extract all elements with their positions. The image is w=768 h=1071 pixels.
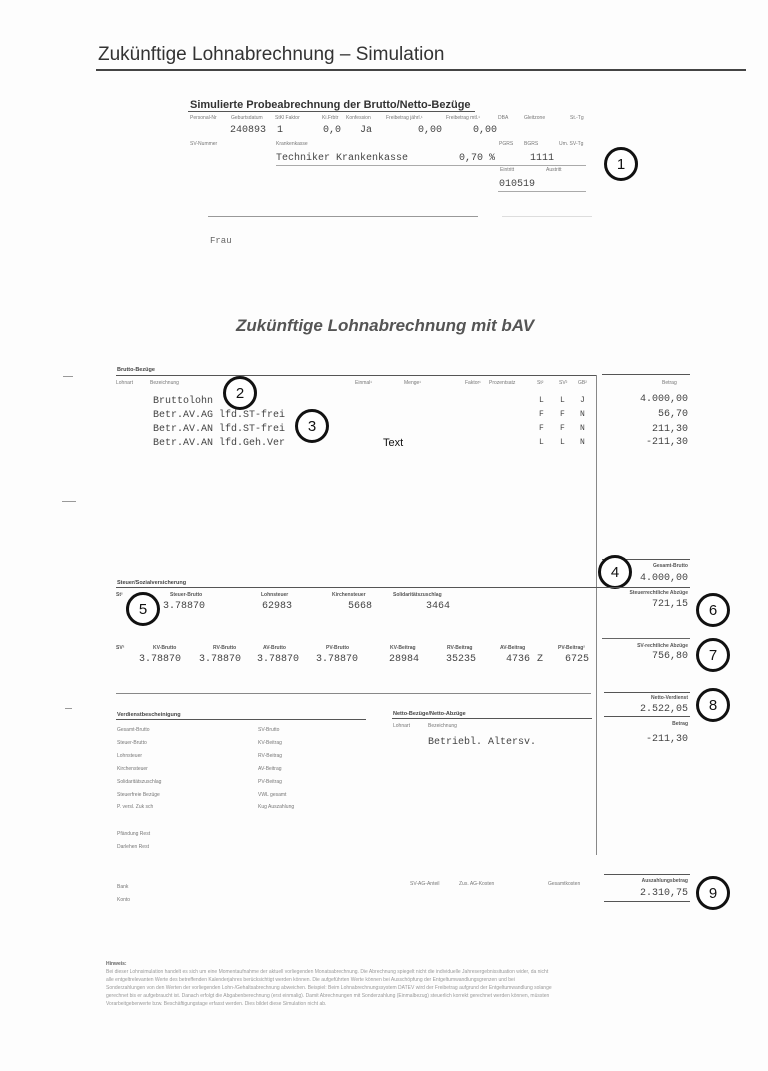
hinweis-line: alle entgeltrelevanten Werte des betreffenden Kalenderjahres berücksichtigt werden können. Die aufgeführten Werte können bei Ausschöpfung der Entgeltumwandlungsgrenzen und bei: [106, 977, 515, 983]
col-pv-beitrag: PV-Beitrag²: [558, 645, 585, 651]
label-pgrs: PGRS: [499, 141, 514, 147]
label-ki-frbtr: Ki.Frbtr: [322, 115, 339, 121]
verdienst-item: Kug Auszahlung: [258, 804, 295, 810]
label-austritt: Austritt: [546, 167, 562, 173]
value-rv-beitrag: 35235: [446, 654, 477, 665]
netto-col-lohnart: Lohnart: [393, 723, 410, 729]
value-zusatzbeitrag: 0,70 %: [459, 153, 496, 164]
value-eintritt: 010519: [499, 179, 536, 190]
value-kv-beitrag: 28984: [389, 654, 420, 665]
brutto-row-sv: L: [560, 438, 565, 447]
salutation: Frau: [210, 236, 232, 246]
margin-tick: [62, 501, 76, 502]
address-rule-right: [502, 216, 592, 217]
label-gleitzone: Gleitzone: [524, 115, 546, 121]
brutto-row-betrag: -211,30: [645, 437, 688, 448]
verdienst-item: Pfändung Rest: [117, 831, 151, 837]
zus-ag-kosten-label: Zus. AG-Kosten: [459, 881, 495, 887]
sv-rule: [602, 638, 690, 639]
verdienst-item: Solidaritätszuschlag: [117, 779, 162, 785]
annotation-8: 8: [696, 688, 730, 722]
auszahlungsbetrag-label: Auszahlungsbetrag: [641, 878, 688, 884]
brutto-row-sv: F: [560, 410, 565, 419]
steuer-sozial-title: Steuer/Sozialversicherung: [117, 580, 187, 586]
hinweis-line: gerechnet bis er aufgebraucht ist. Danach erfolgt die Abgabenberechnung (erst einmalig). Damit Abrechnungen mit Sonderzahlung (Einmalbezug) steuerlich korrekt gerechnet werden können, müssten: [106, 993, 550, 999]
col-av-beitrag: AV-Beitrag: [500, 645, 526, 651]
value-pv-beitrag: 6725: [565, 654, 590, 665]
value-bgrs: 1111: [530, 153, 555, 164]
betrag-rule: [602, 374, 690, 375]
annotation-7: 7: [696, 638, 730, 672]
steuerrechtliche-abzuege-label: Steuerrechtliche Abzüge: [629, 590, 688, 596]
margin-tick: [63, 376, 73, 377]
label-dba: DBA: [498, 115, 509, 121]
brutto-row-st: F: [539, 410, 544, 419]
gesamt-brutto-label: Gesamt-Brutto: [652, 563, 688, 569]
value-konfession: Ja: [360, 125, 373, 136]
brutto-row-sv: L: [560, 396, 565, 405]
value-freibetrag-mtl: 0,00: [473, 125, 498, 136]
verdienst-item: Steuer-Brutto: [117, 740, 147, 746]
col-lohnart: Lohnart: [116, 380, 133, 386]
verdienst-item: Darlehen Rest: [117, 844, 149, 850]
hinweis-block: [106, 960, 716, 1008]
col-lohnsteuer: Lohnsteuer: [261, 592, 289, 598]
header-block-title: Simulierte Probeabrechnung der Brutto/Netto-Bezüge: [190, 99, 471, 111]
sv-ag-anteil-label: SV-AG-Anteil: [410, 881, 440, 887]
label-stkl-faktor: StKl Faktor: [275, 115, 300, 121]
brutto-row-st: L: [539, 438, 544, 447]
annotation-6: 6: [696, 593, 730, 627]
col-kv-brutto: KV-Brutto: [153, 645, 177, 651]
brutto-row-gb: N: [580, 438, 585, 447]
verdienst-item: AV-Beitrag: [258, 766, 282, 772]
brutto-row-sv: F: [560, 424, 565, 433]
value-stkl: 1: [277, 125, 284, 136]
col-sv: SV²: [559, 380, 568, 386]
col-prozentsatz: Prozentsatz: [489, 380, 516, 386]
value-pv-brutto: 3.78870: [316, 654, 359, 665]
hinweis-line: Vorarbeitgeberwerte bzw. Beschäftigungstage erfasst werden. Dies bildet diese Simulation nicht ab.: [106, 1001, 327, 1007]
brutto-row-bezeichnung: Betr.AV.AG lfd.ST-frei: [153, 410, 286, 421]
label-krankenkasse: Krankenkasse: [276, 141, 308, 147]
col-rv-beitrag: RV-Beitrag: [447, 645, 473, 651]
sv-section-bottom-rule: [116, 693, 591, 694]
annotation-3: 3: [295, 409, 329, 443]
col-st: St²: [537, 380, 544, 386]
netto-col-betrag: Betrag: [672, 721, 688, 727]
label-freibetrag-mtl: Freibetrag mtl.¹: [446, 115, 480, 121]
value-av-suffix: Z: [537, 654, 544, 665]
value-kirchensteuer: 5668: [348, 601, 373, 612]
verdienst-item: Lohnsteuer: [117, 753, 143, 759]
header-block-rule: [188, 111, 475, 112]
label-st-tg: St.-Tg: [570, 115, 584, 121]
annotation-2: 2: [223, 376, 257, 410]
margin-tick: [65, 708, 72, 709]
verdienst-rule: [116, 719, 366, 720]
label-freibetrag-jahr: Freibetrag jährl.¹: [386, 115, 423, 121]
label-um-sv-tg: Um. SV-Tg: [559, 141, 584, 147]
netto-abzuege-rule: [392, 718, 592, 719]
value-av-brutto: 3.78870: [257, 654, 300, 665]
st-label: St²: [116, 592, 123, 598]
brutto-bezuege-title: Brutto-Bezüge: [117, 367, 155, 373]
verdienst-item: Kirchensteuer: [117, 766, 148, 772]
value-steuer-brutto: 3.78870: [163, 601, 206, 612]
verdienst-item: Gesamt-Brutto: [117, 727, 150, 733]
label-sv-nummer: SV-Nummer: [190, 141, 218, 147]
verdienstbescheinigung-title: Verdienstbescheinigung: [117, 712, 181, 718]
bank-label: Bank: [117, 884, 129, 890]
col-einmal: Einmal¹: [355, 380, 372, 386]
col-gb: GB²: [578, 380, 587, 386]
sv-rechtliche-abzuege-label: SV-rechtliche Abzüge: [637, 643, 688, 649]
auszahlung-rule: [604, 874, 690, 875]
annotation-4: 4: [598, 555, 632, 589]
label-eintritt: Eintritt: [500, 167, 515, 173]
krankenkasse-rule: [276, 165, 586, 166]
value-lohnsteuer: 62983: [262, 601, 293, 612]
value-av-beitrag: 4736: [506, 654, 531, 665]
auszahlungsbetrag-value: 2.310,75: [639, 888, 688, 899]
brutto-row-gb: J: [580, 396, 585, 405]
verdienst-item: P. versl. Zuk sch: [117, 804, 154, 810]
col-kirchensteuer: Kirchensteuer: [332, 592, 366, 598]
steuer-rule: [116, 587, 690, 588]
konto-label: Konto: [117, 897, 131, 903]
hinweis-line: Sonderzahlungen von den Werten der vorliegenden Lohn-/Gehaltsabrechnung abweichen. Beispiel: Beim Lohnabrechnungssystem DATEV wird der Freibetrag aufgrund der Entgeltumwandlung solange: [106, 985, 552, 991]
verdienst-item: SV-Brutto: [258, 727, 280, 733]
value-ki-frbtr: 0,0: [323, 125, 342, 136]
eintritt-rule: [498, 191, 586, 192]
verdienst-item: Steuerfreie Bezüge: [117, 792, 160, 798]
col-solidaritaetszuschlag: Solidaritätszuschlag: [393, 592, 442, 598]
col-pv-brutto: PV-Brutto: [326, 645, 350, 651]
col-steuer-brutto: Steuer-Brutto: [170, 592, 203, 598]
label-geburtsdatum: Geburtsdatum: [231, 115, 263, 121]
col-rv-brutto: RV-Brutto: [213, 645, 237, 651]
brutto-row-gb: N: [580, 424, 585, 433]
brutto-row-betrag: 4.000,00: [639, 394, 688, 405]
gesamtkosten-label: Gesamtkosten: [548, 881, 581, 887]
value-krankenkasse: Techniker Krankenkasse: [276, 153, 409, 164]
col-kv-beitrag: KV-Beitrag: [390, 645, 416, 651]
netto-row-betrag: -211,30: [645, 734, 688, 745]
label-personal-nr: Personal-Nr: [190, 115, 217, 121]
brutto-rule: [116, 375, 596, 376]
value-rv-brutto: 3.78870: [199, 654, 242, 665]
address-rule: [208, 216, 478, 217]
annotation-1: 1: [604, 147, 638, 181]
brutto-row-bezeichnung: Betr.AV.AN lfd.Geh.Ver: [153, 438, 286, 449]
hinweis-line: Bei dieser Lohnsimulation handelt es sich um eine Momentaufnahme der aktuell vorliegenden Monatsabrechnung. Die Abrechnung spiegelt nicht die individuelle Jahresergebnissituation wider, da nicht: [106, 969, 549, 975]
brutto-row-bezeichnung: Bruttolohn: [153, 396, 214, 407]
steuerrechtliche-abzuege-value: 721,15: [651, 599, 688, 610]
verdienst-item: RV-Beitrag: [258, 753, 283, 759]
brutto-row-bezeichnung: Betr.AV.AN lfd.ST-frei: [153, 424, 286, 435]
verdienst-item: PV-Beitrag: [258, 779, 282, 785]
gesamt-brutto-value: 4.000,00: [639, 573, 688, 584]
netto-verdienst-rule: [604, 692, 690, 693]
col-faktor: Faktor¹: [465, 380, 481, 386]
brutto-row-st: F: [539, 424, 544, 433]
annotation-9: 9: [696, 876, 730, 910]
netto-verdienst-label: Netto-Verdienst: [651, 695, 688, 701]
label-konfession: Konfession: [346, 115, 371, 121]
col-bezeichnung: Bezeichnung: [150, 380, 179, 386]
sv-label: SV²: [116, 645, 125, 651]
subtitle: Zukünftige Lohnabrechnung mit bAV: [236, 316, 535, 335]
brutto-row-gb: N: [580, 410, 585, 419]
brutto-row-betrag: 211,30: [651, 424, 688, 435]
auszahlung-underline: [604, 901, 690, 902]
brutto-right-border: [596, 375, 597, 855]
title-underline: [96, 69, 746, 71]
col-betrag: Betrag: [662, 380, 677, 386]
verdienst-item: VWL gesamt: [258, 792, 287, 798]
netto-row-bezeichnung: Betriebl. Altersv.: [428, 737, 537, 748]
value-solidaritaetszuschlag: 3464: [426, 601, 451, 612]
netto-verdienst-underline: [604, 716, 690, 717]
netto-abzuege-title: Netto-Bezüge/Netto-Abzüge: [393, 711, 466, 717]
netto-col-bezeichnung: Bezeichnung: [428, 723, 457, 729]
verdienst-item: KV-Beitrag: [258, 740, 282, 746]
value-kv-brutto: 3.78870: [139, 654, 182, 665]
value-freibetrag-jahr: 0,00: [418, 125, 443, 136]
label-bgrs: BGRS: [524, 141, 539, 147]
brutto-row-st: L: [539, 396, 544, 405]
netto-verdienst-value: 2.522,05: [639, 704, 688, 715]
col-av-brutto: AV-Brutto: [263, 645, 286, 651]
annotation-5: 5: [126, 592, 160, 626]
col-menge: Menge¹: [404, 380, 421, 386]
sv-rechtliche-abzuege-value: 756,80: [651, 651, 688, 662]
value-geburtsdatum: 240893: [230, 125, 267, 136]
page-title: Zukünftige Lohnabrechnung – Simulation: [98, 44, 445, 65]
annotation-text-label: Text: [383, 437, 404, 449]
brutto-row-betrag: 56,70: [657, 409, 688, 420]
hinweis-title: Hinweis:: [106, 961, 127, 967]
